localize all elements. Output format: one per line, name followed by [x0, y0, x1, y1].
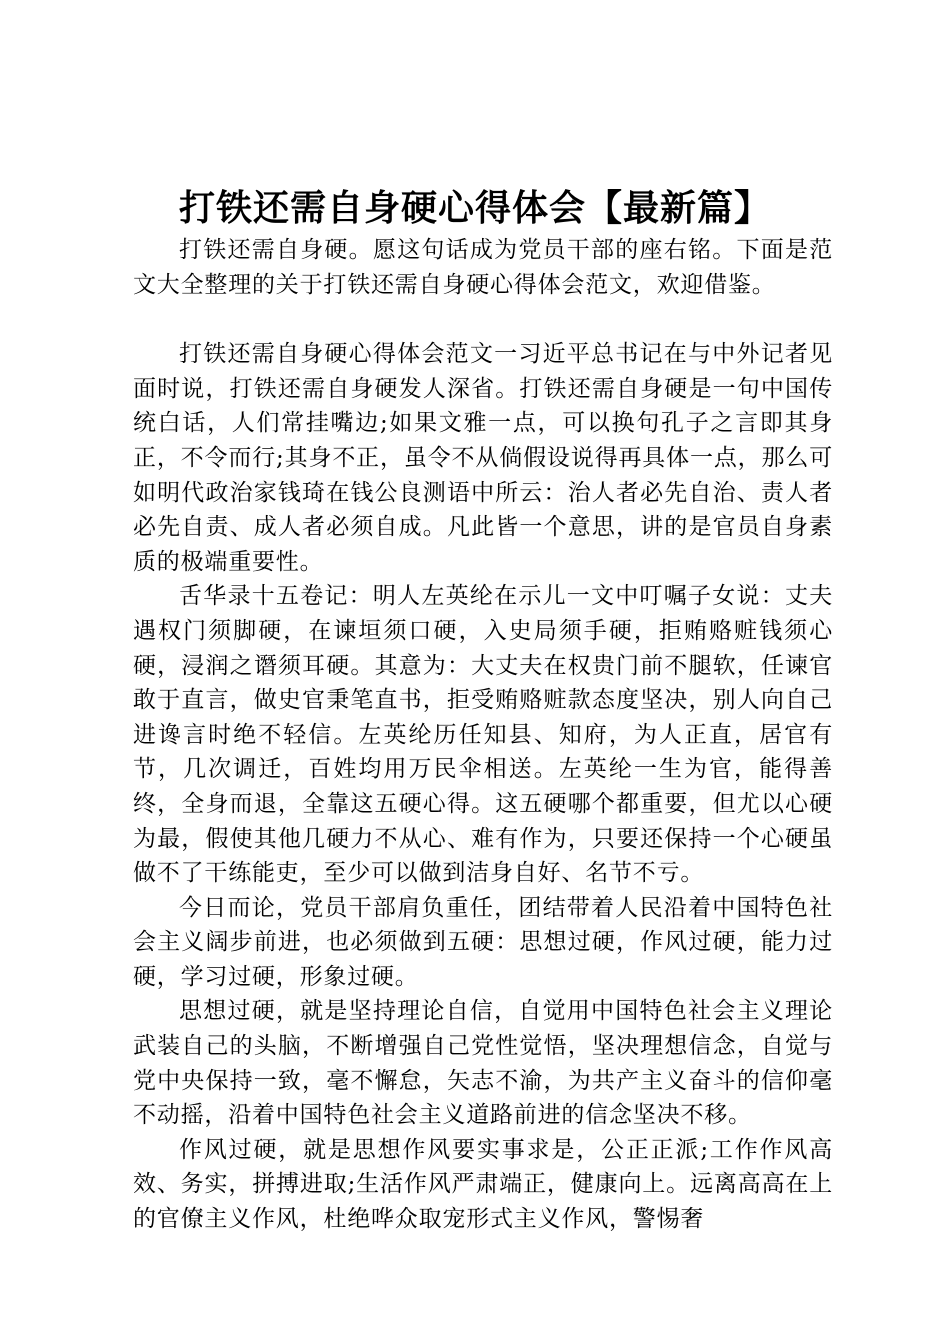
intro-paragraph: 打铁还需自身硬。愿这句话成为党员干部的座右铭。下面是范文大全整理的关于打铁还需自身硬心得体会范文，欢迎借鉴。 [133, 237, 833, 298]
body-paragraph: 打铁还需自身硬心得体会范文一习近平总书记在与中外记者见面时说，打铁还需自身硬发人深省。打铁还需自身硬是一句中国传统白话，人们常挂嘴边;如果文雅一点，可以换句孔子之言即其身正，不令而行;其身不正，虽令不从倘假设说得再具体一点，那么可如明代政治家钱琦在钱公良测语中所云：治人者必先自治、责人者必先自责、成人者必须自成。凡此皆一个意思，讲的是官员自身素质的极端重要性。 [133, 341, 833, 575]
body-paragraph: 思想过硬，就是坚持理论自信，自觉用中国特色社会主义理论武装自己的头脑，不断增强自己党性觉悟，坚决理想信念，自觉与党中央保持一致，毫不懈怠，矢志不渝，为共产主义奋斗的信仰毫不动摇，沿着中国特色社会主义道路前进的信念坚决不移。 [133, 998, 833, 1129]
paragraph-spacer [133, 302, 833, 337]
body-paragraph: 今日而论，党员干部肩负重任，团结带着人民沿着中国特色社会主义阔步前进，也必须做到五硬：思想过硬，作风过硬，能力过硬，学习过硬，形象过硬。 [133, 894, 833, 990]
body-paragraph: 舌华录十五卷记：明人左英纶在示儿一文中叮嘱子女说：丈夫遇权门须脚硬，在谏垣须口硬，入史局须手硬，拒贿赂赃钱须心硬，浸润之谮须耳硬。其意为：大丈夫在权贵门前不腿软，任谏官敢于直言，做史官秉笔直书，拒受贿赂赃款态度坚决，别人向自己进谗言时绝不轻信。左英纶历任知县、知府，为人正直，居官有节，几次调迁，百姓均用万民伞相送。左英纶一生为官，能得善终，全身而退，全靠这五硬心得。这五硬哪个都重要，但尤以心硬为最，假使其他几硬力不从心、难有作为，只要还保持一个心硬虽做不了干练能吏，至少可以做到洁身自好、名节不亏。 [133, 583, 833, 887]
document-body [133, 233, 833, 1237]
document-title: 打铁还需自身硬心得体会【最新篇】 [178, 187, 771, 229]
body-paragraph: 作风过硬，就是思想作风要实事求是，公正正派;工作作风高效、务实，拼搏进取;生活作风严肃端正，健康向上。远离高高在上的官僚主义作风，杜绝哗众取宠形式主义作风，警惕奢 [133, 1136, 833, 1233]
